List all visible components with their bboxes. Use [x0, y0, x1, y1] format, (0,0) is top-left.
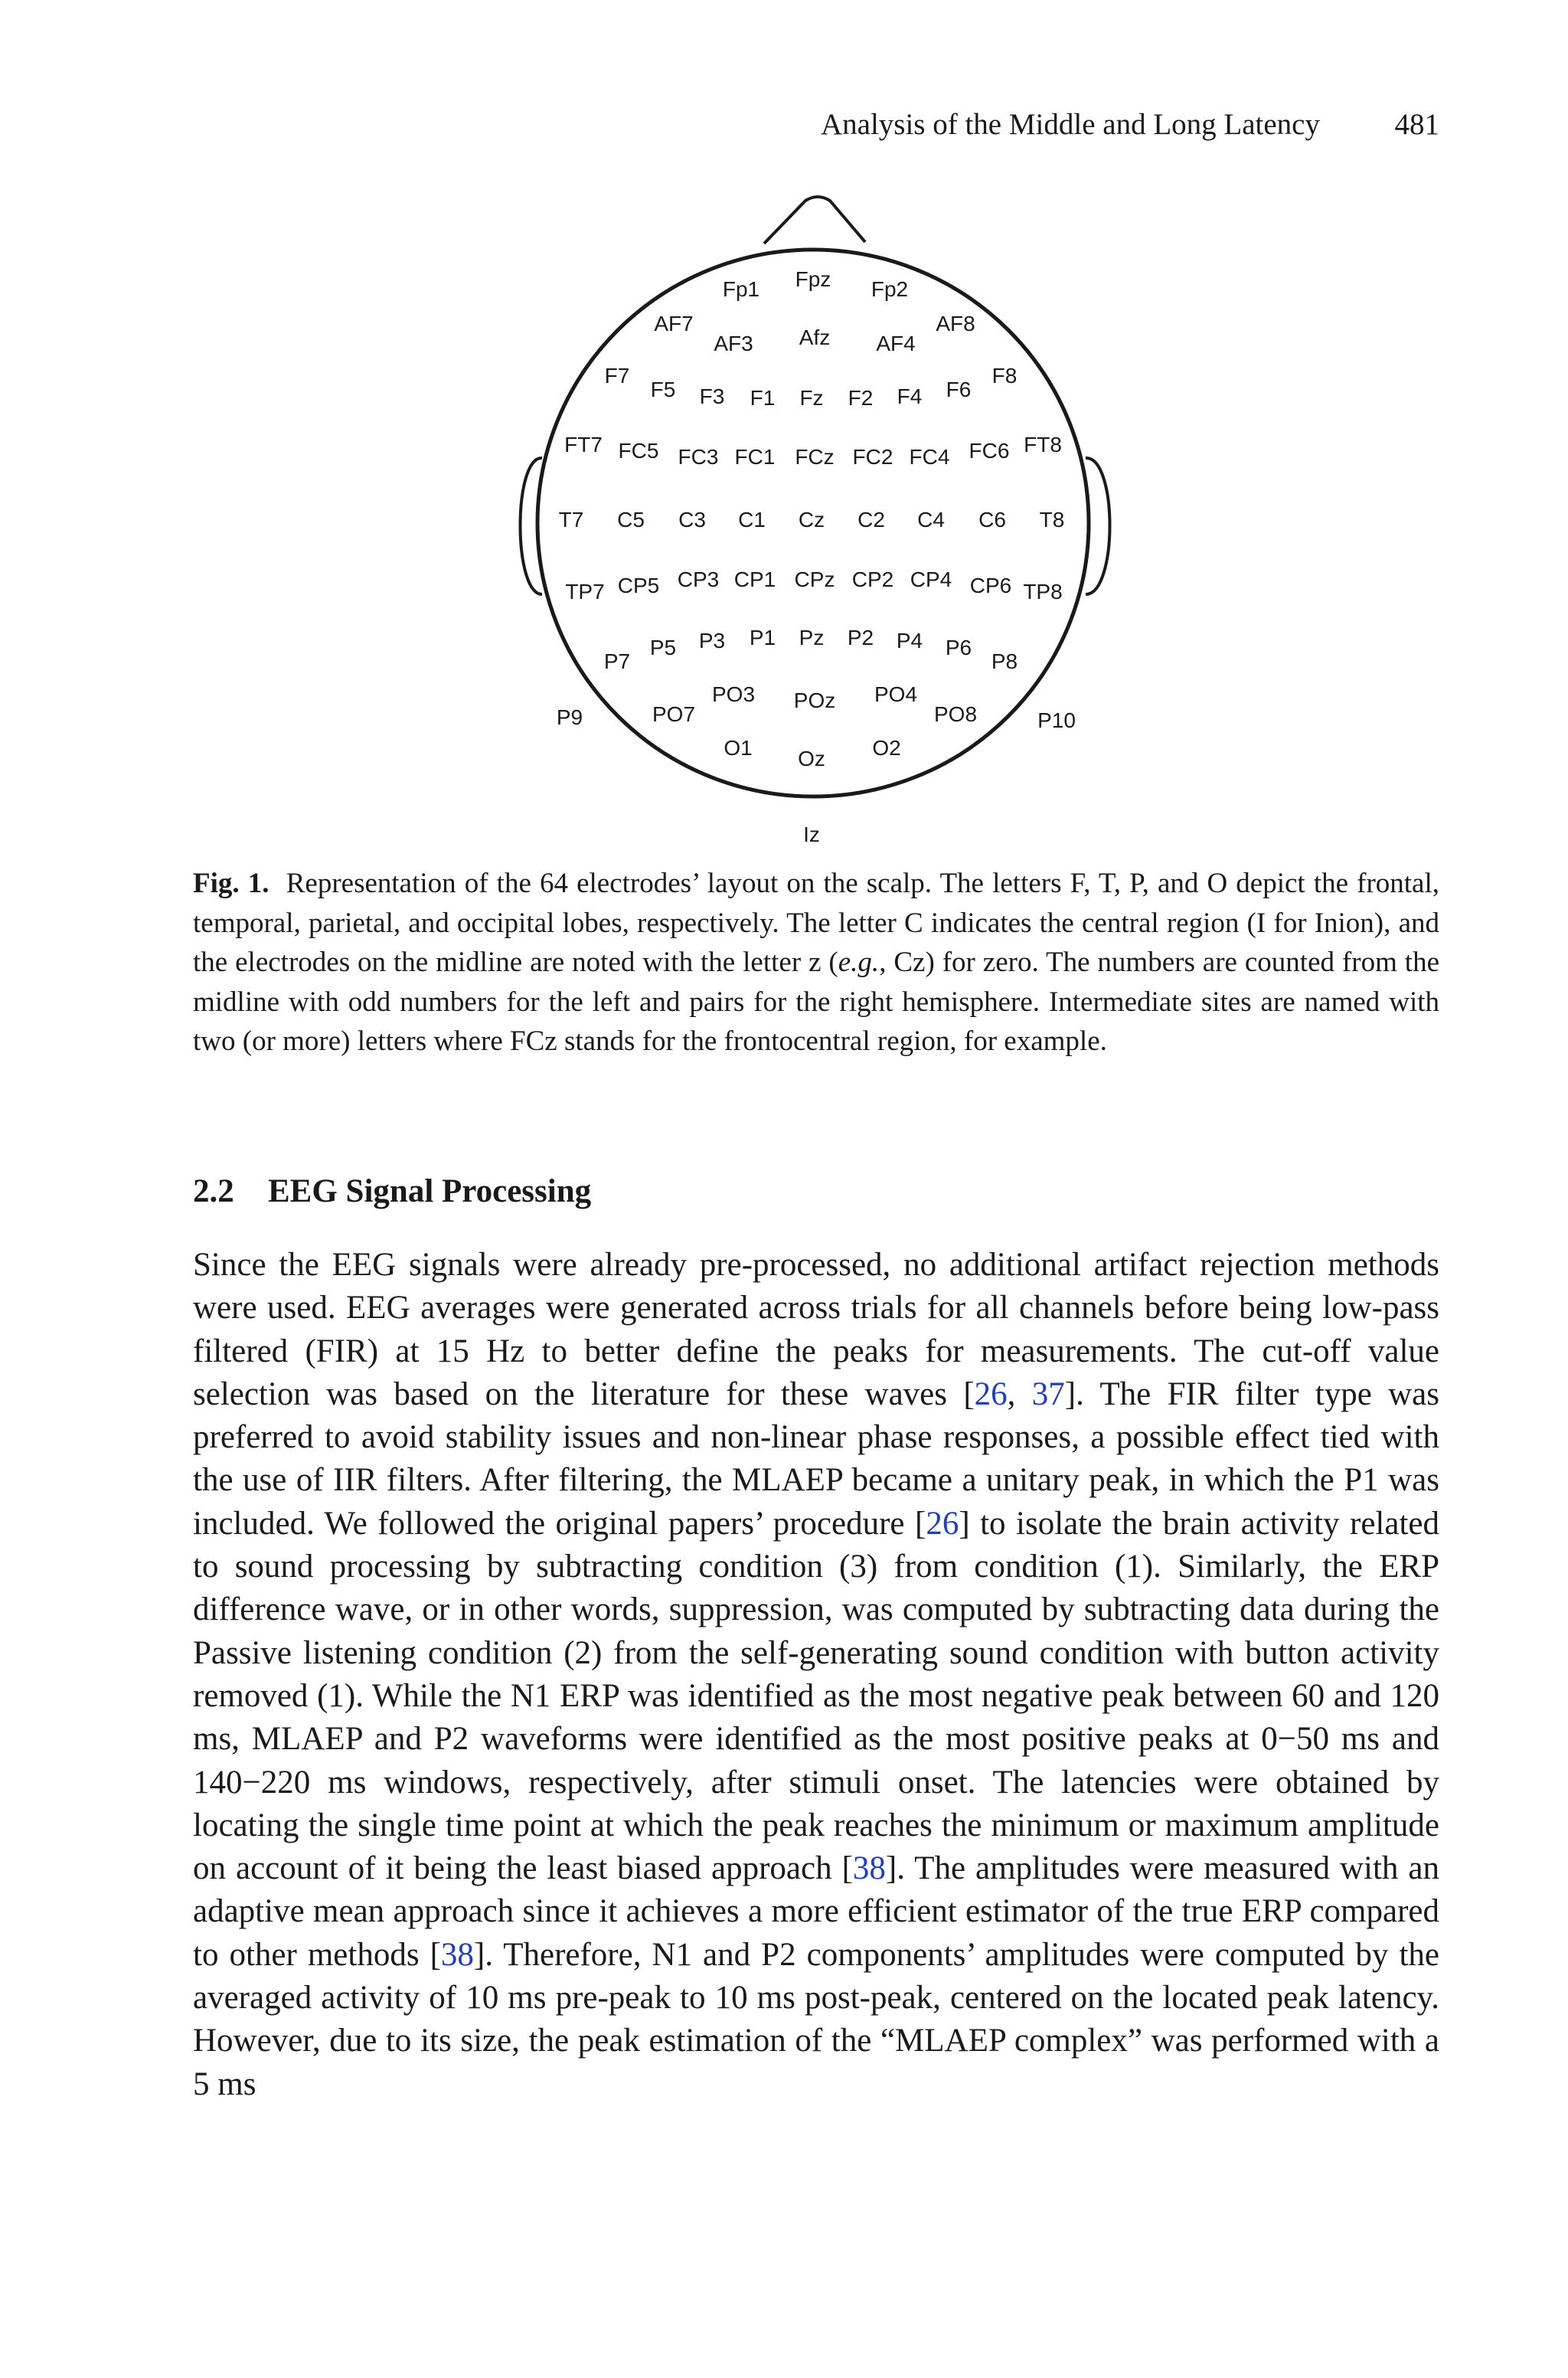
electrode-PO4: PO4 — [874, 682, 918, 706]
electrode-FC3: FC3 — [678, 445, 719, 469]
electrode-P5: P5 — [649, 636, 677, 659]
running-head — [781, 106, 1439, 144]
electrode-C2: C2 — [858, 508, 885, 532]
citation-link-26-second[interactable]: 26 — [926, 1505, 959, 1542]
electrode-C4: C4 — [917, 508, 945, 532]
electrode-AF8: AF8 — [936, 312, 975, 335]
body-text-3: ] to isolate the brain activity related to sound processing by subtracting condition (3) from condition (1). Similarly, the ERP difference wave, or in other words, suppression, was computed by subtracting data during the Passive listening condition (2) from the self-generating sound condition with button activity removed (1). While the N1 ERP was identified as the most negative peak between 60 and 120 ms, MLAEP and P2 waveforms were identified as the most positive peaks at 0−50 ms and 140−220 ms windows, respectively, after stimuli onset. The latencies were obtained by locating the single time point at which the peak reaches the minimum or maximum amplitude on account of it being the least biased approach [ — [193, 1505, 1439, 1887]
electrode-C5: C5 — [617, 508, 645, 532]
electrode-FC2: FC2 — [852, 445, 893, 469]
electrode-P6: P6 — [945, 636, 972, 659]
electrode-Iz: Iz — [803, 823, 820, 846]
electrode-AF4: AF4 — [876, 332, 916, 355]
electrode-TP8: TP8 — [1023, 580, 1063, 603]
electrode-Fp1: Fp1 — [722, 277, 760, 301]
figure-label: Fig. 1. — [193, 868, 270, 899]
page-number: 481 — [1394, 108, 1439, 141]
citation-link-37[interactable]: 37 — [1031, 1375, 1065, 1412]
electrode-C6: C6 — [978, 508, 1006, 532]
electrode-P2: P2 — [847, 626, 874, 649]
electrode-FC1: FC1 — [734, 445, 776, 469]
electrode-P3: P3 — [698, 629, 726, 653]
electrode-CP4: CP4 — [910, 568, 952, 591]
electrode-P9: P9 — [556, 705, 583, 729]
electrode-F6: F6 — [946, 378, 972, 401]
electrode-POz: POz — [793, 689, 836, 712]
scalp-diagram — [498, 191, 1125, 858]
electrode-CP3: CP3 — [677, 568, 720, 591]
electrode-CPz: CPz — [794, 568, 835, 591]
electrode-P10: P10 — [1037, 708, 1076, 732]
electrode-FT8: FT8 — [1024, 433, 1062, 456]
citation-separator: , — [1007, 1375, 1032, 1412]
electrode-PO3: PO3 — [711, 682, 756, 706]
caption-eg: e.g. — [838, 947, 880, 979]
electrode-PO8: PO8 — [933, 702, 978, 726]
electrode-F4: F4 — [897, 384, 923, 408]
electrode-F8: F8 — [991, 364, 1018, 388]
citation-link-38-second[interactable]: 38 — [440, 1936, 474, 1973]
electrode-AF7: AF7 — [654, 312, 694, 335]
electrode-P8: P8 — [991, 649, 1018, 673]
electrode-CP6: CP6 — [969, 574, 1012, 597]
caption-text-part-1: Representation of the 64 electrodes’ layout on the scalp. The letters F, T, P, and O depict the frontal, temporal, parietal, and occipital lobes, respectively. The letter C indicates the central region (I for Inion), and the electrodes on the midline are noted with the letter z ( — [193, 868, 1439, 979]
electrode-F2: F2 — [848, 386, 874, 410]
section-title: EEG Signal Processing — [268, 1173, 592, 1209]
section-heading — [193, 1170, 1439, 1213]
section-number: 2.2 — [193, 1173, 234, 1209]
electrode-Cz: Cz — [798, 508, 825, 532]
electrode-FC6: FC6 — [969, 439, 1010, 463]
electrode-F7: F7 — [604, 364, 630, 388]
nose-outline — [764, 197, 865, 244]
electrode-F3: F3 — [699, 384, 725, 408]
electrode-F1: F1 — [750, 386, 776, 410]
electrode-FCz: FCz — [795, 445, 835, 469]
electrode-FC4: FC4 — [909, 445, 950, 469]
electrode-FC5: FC5 — [618, 439, 659, 463]
electrode-CP2: CP2 — [851, 568, 894, 591]
electrode-O2: O2 — [872, 736, 901, 760]
body-text-4: ]. The amplitudes were measured with an adaptive mean approach since it achieves a more efficient estimator of the true ERP compared to other methods [ — [193, 1850, 1439, 1973]
electrode-Afz: Afz — [799, 325, 831, 349]
electrode-T8: T8 — [1039, 508, 1065, 532]
figure-caption — [193, 864, 1439, 1061]
electrode-layout-figure — [498, 191, 1125, 858]
electrode-T7: T7 — [558, 508, 584, 532]
body-text-5: ]. Therefore, N1 and P2 components’ amplitudes were computed by the averaged activity of 10 ms pre-peak to 10 ms post-peak, centered on the located peak latency. However, due to its size, the peak estimation of the “MLAEP complex” was performed with a 5 ms — [193, 1936, 1439, 2102]
electrode-Oz: Oz — [798, 747, 825, 770]
electrode-CP5: CP5 — [617, 574, 660, 597]
electrode-C3: C3 — [678, 508, 706, 532]
electrode-Fz: Fz — [799, 386, 824, 410]
electrode-P7: P7 — [603, 649, 631, 673]
caption-text-part-2: , Cz) for zero. The numbers are counted from the midline with odd numbers for the left and pairs for the right hemisphere. Intermediate sites are named with two (or more) letters where FCz stands for the frontocentral region, for example. — [193, 947, 1439, 1058]
electrode-F5: F5 — [650, 378, 676, 401]
electrode-FT7: FT7 — [564, 433, 603, 456]
body-text-1: Since the EEG signals were already pre-processed, no additional artifact rejection methods were used. EEG averages were generated across trials for all channels before being low-pass filtered (FIR) at 15 Hz to better define the peaks for measurements. The cut-off value selection was based on the literature for these waves [ — [193, 1247, 1439, 1412]
electrode-O1: O1 — [724, 736, 753, 760]
body-text-2: ]. The FIR filter type was preferred to avoid stability issues and non-linear phase responses, a possible effect tied with the use of IIR filters. After filtering, the MLAEP became a unitary peak, in which the P1 was included. We followed the original papers’ procedure [ — [193, 1375, 1440, 1542]
electrode-Pz: Pz — [799, 626, 825, 649]
electrode-CP1: CP1 — [733, 568, 776, 591]
electrode-TP7: TP7 — [565, 580, 605, 603]
body-paragraph — [193, 1244, 1439, 2106]
running-head-title: Analysis of the Middle and Long Latency — [820, 108, 1320, 141]
electrode-PO7: PO7 — [652, 702, 696, 726]
electrode-AF3: AF3 — [714, 332, 753, 355]
citation-link-38[interactable]: 38 — [852, 1850, 886, 1887]
electrode-Fp2: Fp2 — [871, 277, 909, 301]
electrode-P4: P4 — [896, 629, 923, 653]
electrode-P1: P1 — [749, 626, 776, 649]
electrode-C1: C1 — [738, 508, 766, 532]
citation-link-26[interactable]: 26 — [974, 1375, 1008, 1412]
electrode-Fpz: Fpz — [795, 267, 831, 291]
